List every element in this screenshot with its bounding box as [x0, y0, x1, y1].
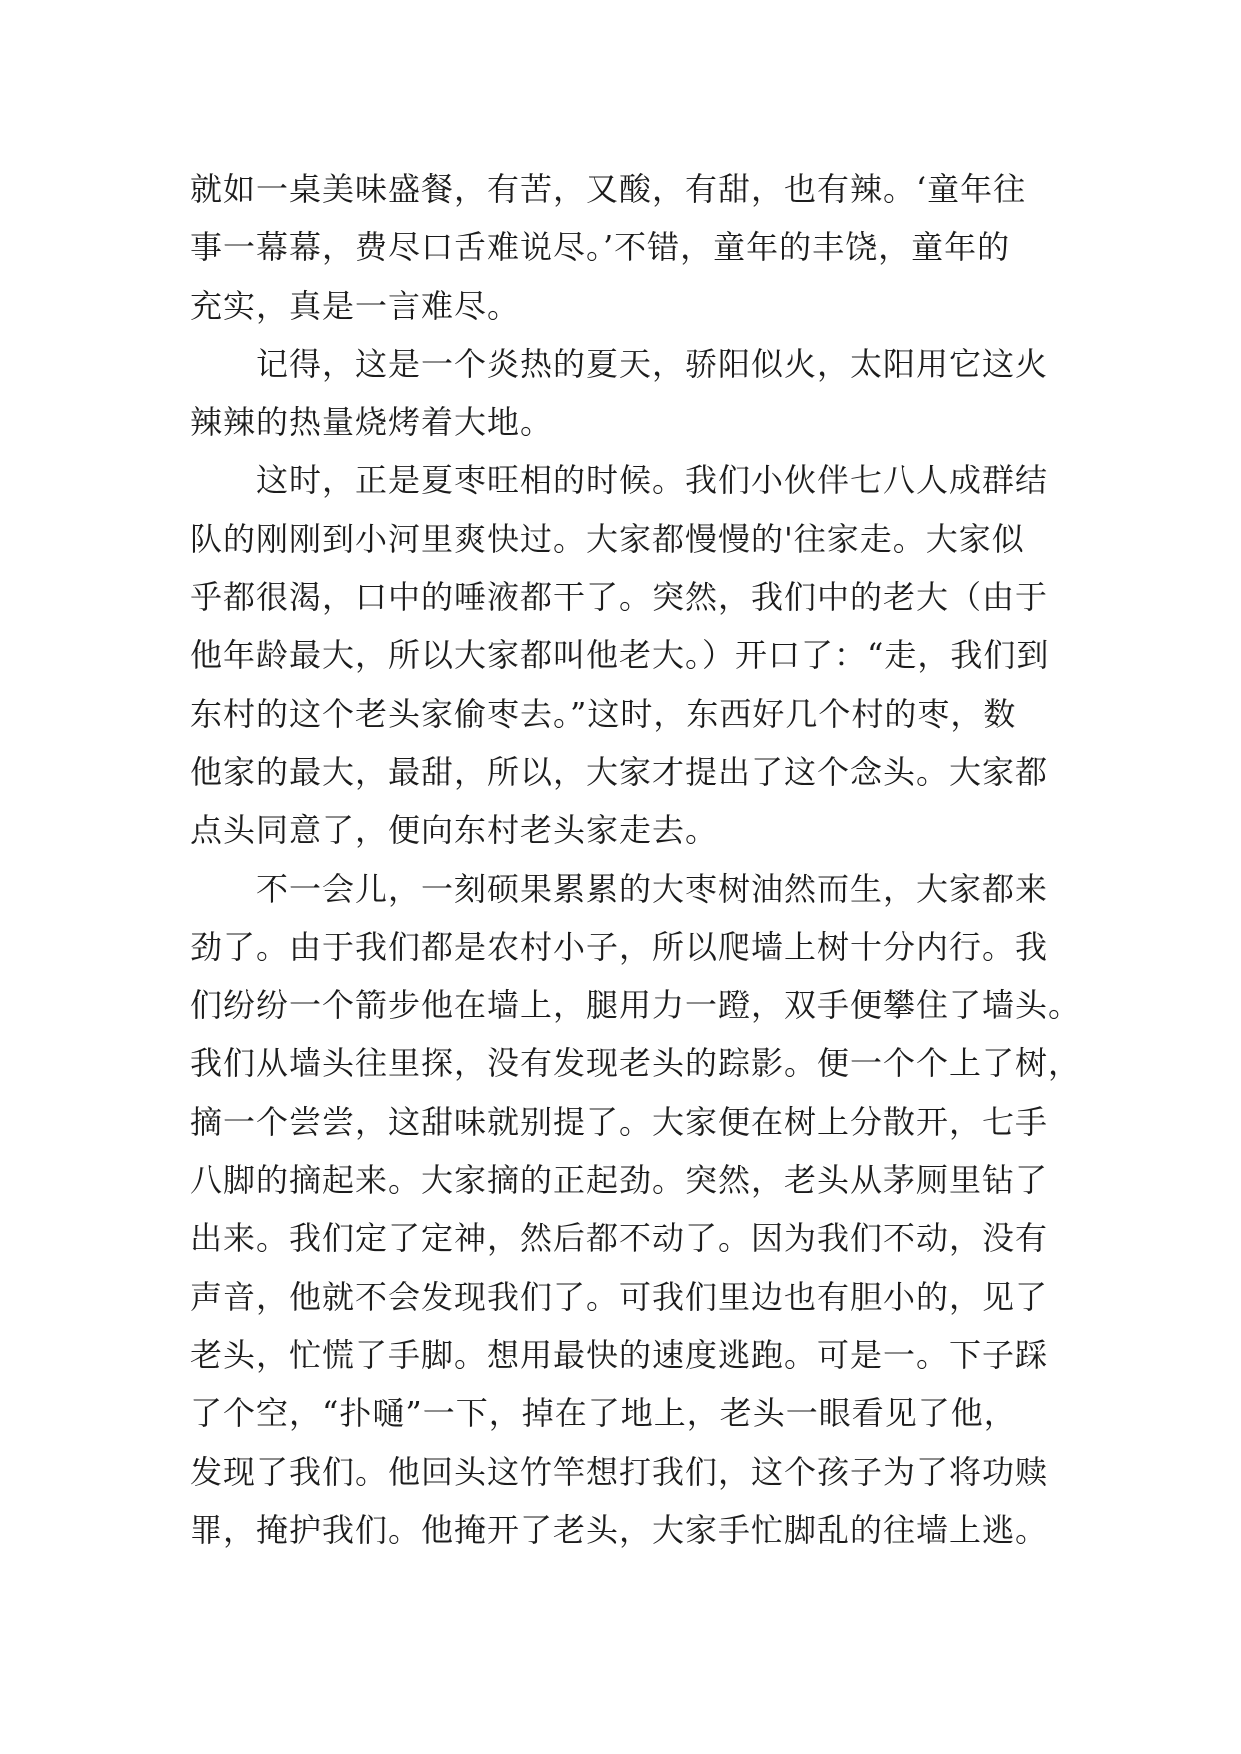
text-line: 他家的最大，最甜，所以，大家才提出了这个念头。大家都: [190, 752, 1049, 791]
text-line: 事一幕幕，费尽口舌难说尽。’不错，童年的丰饶，童年的: [190, 228, 1011, 267]
text-line: 东村的这个老头家偷枣去。”这时，东西好几个村的枣，数: [190, 694, 1017, 733]
text-line: 了个空，“扑嗵”一下，掉在了地上，老头一眼看见了他，: [190, 1394, 1017, 1433]
text-line: 他年龄最大，所以大家都叫他老大。）开口了：“走，我们到: [190, 636, 1050, 675]
text-line: 这时，正是夏枣旺相的时候。我们小伙伴七八人成群结: [190, 461, 1049, 500]
text-line: 罪，掩护我们。他掩开了老头，大家手忙脚乱的往墙上逃。: [190, 1510, 1049, 1549]
text-line: 我们从墙头往里探，没有发现老头的踪影。便一个个上了树，: [190, 1044, 1082, 1083]
body-text: [190, 160, 1082, 1559]
text-line: 摘一个尝尝，这甜味就别提了。大家便在树上分散开，七手: [190, 1102, 1049, 1141]
text-line: 辣辣的热量烧烤着大地。: [190, 403, 554, 442]
text-line: 们纷纷一个箭步他在墙上，腿用力一蹬，双手便攀住了墙头。: [190, 986, 1082, 1025]
text-line: 老头，忙慌了手脚。想用最快的速度逃跑。可是一。下子踩: [190, 1335, 1049, 1374]
text-line: 队的刚刚到小河里爽快过。大家都慢慢的'往家走。大家似: [190, 519, 1025, 558]
text-line: 劲了。由于我们都是农村小子，所以爬墙上树十分内行。我: [190, 927, 1049, 966]
text-line: 点头同意了，便向东村老头家走去。: [190, 811, 719, 850]
text-line: 充实，真是一言难尽。: [190, 286, 521, 325]
text-line: 不一会儿，一刻硕果累累的大枣树油然而生，大家都来: [190, 869, 1049, 908]
text-line: 乎都很渴，口中的唾液都干了。突然，我们中的老大（由于: [190, 578, 1049, 617]
text-line: 八脚的摘起来。大家摘的正起劲。突然，老头从茅厕里钻了: [190, 1161, 1049, 1200]
text-line: 声音，他就不会发现我们了。可我们里边也有胆小的，见了: [190, 1277, 1049, 1316]
text-line: 出来。我们定了定神，然后都不动了。因为我们不动，没有: [190, 1219, 1049, 1258]
text-line: 记得，这是一个炎热的夏天，骄阳似火，太阳用它这火: [190, 344, 1049, 383]
text-line: 就如一桌美味盛餐，有苦，又酸，有甜，也有辣。‘童年往: [190, 170, 1027, 208]
text-line: 发现了我们。他回头这竹竿想打我们，这个孩子为了将功赎: [190, 1452, 1049, 1491]
